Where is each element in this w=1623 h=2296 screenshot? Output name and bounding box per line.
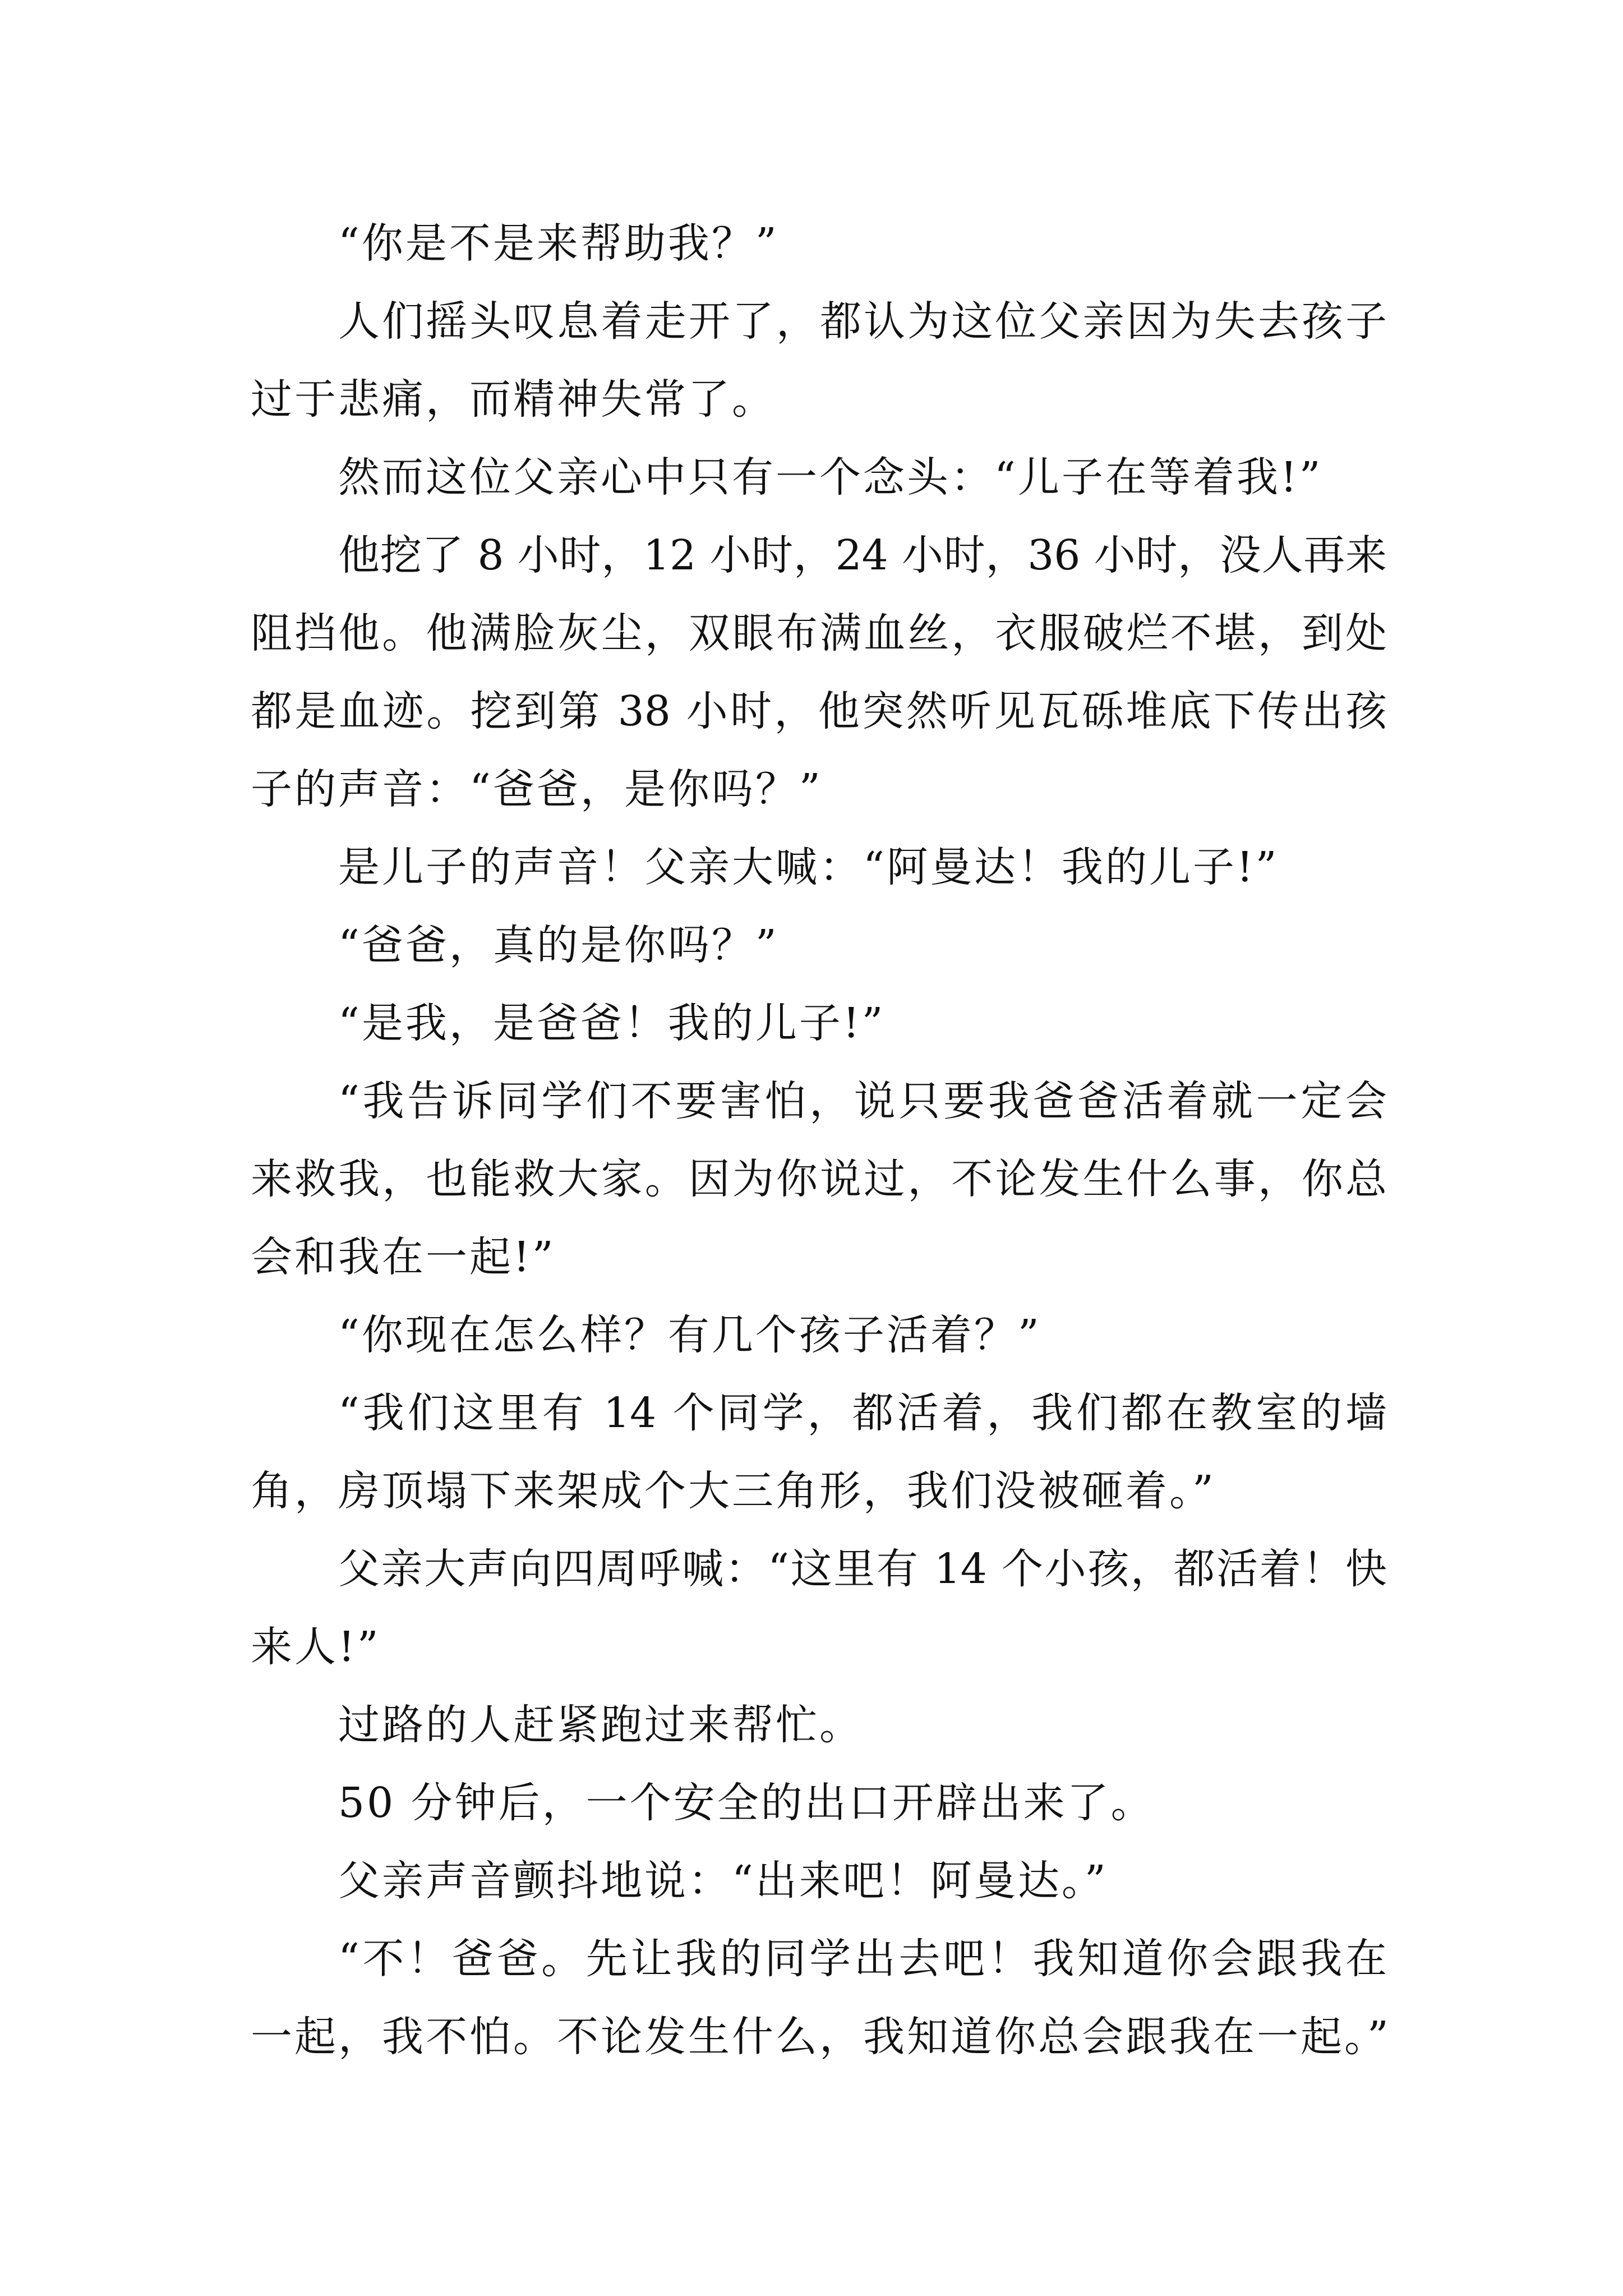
- text-line: 父亲大声向四周呼喊：“这里有 14 个小孩，都活着！快: [338, 1545, 1387, 1593]
- text-line: 过于悲痛，而精神失常了。: [251, 375, 776, 424]
- paragraph: [251, 1062, 1387, 1296]
- paragraph: [251, 1764, 1387, 1842]
- text-line: “爸爸，真的是你吗？”: [338, 921, 779, 969]
- text-line: 是儿子的声音！父亲大喊：“阿曼达！我的儿子!”: [338, 843, 1279, 891]
- text-line: 一起，我不怕。不论发生什么，我知道你总会跟我在一起。”: [251, 2013, 1391, 2061]
- paragraph: [251, 1530, 1387, 1686]
- paragraph: [251, 1842, 1387, 1920]
- paragraph: [251, 1374, 1387, 1530]
- text-line: “我告诉同学们不要害怕，说只要我爸爸活着就一定会: [338, 1077, 1387, 1125]
- paragraph: [251, 1686, 1387, 1764]
- text-line: 父亲声音颤抖地说：“出来吧！阿曼达。”: [338, 1857, 1108, 1905]
- paragraph: [251, 205, 1387, 283]
- paragraph: [251, 907, 1387, 984]
- text-line: 人们摇头叹息着走开了，都认为这位父亲因为失去孩子: [338, 297, 1387, 346]
- text-line: 会和我在一起!”: [251, 1233, 556, 1281]
- text-line: 子的声音：“爸爸，是你吗？”: [251, 765, 823, 813]
- text-line: 然而这位父亲心中只有一个念头：“儿子在等着我!”: [338, 453, 1323, 501]
- paragraph: [251, 439, 1387, 517]
- text-line: 角，房顶塌下来架成个大三角形，我们没被砸着。”: [251, 1467, 1216, 1515]
- text-line: 来人!”: [251, 1623, 381, 1671]
- paragraph: [251, 984, 1387, 1062]
- text-line: 来救我，也能救大家。因为你说过，不论发生什么事，你总: [251, 1155, 1387, 1203]
- text-line: “你是不是来帮助我？”: [338, 219, 779, 268]
- text-line: 他挖了 8 小时，12 小时，24 小时，36 小时，没人再来: [338, 531, 1387, 579]
- text-line: 50 分钟后，一个安全的出口开辟出来了。: [338, 1779, 1155, 1827]
- paragraph: [251, 829, 1387, 907]
- text-line: “不！爸爸。先让我的同学出去吧！我知道你会跟我在: [338, 1935, 1387, 1983]
- text-line: 过路的人赶紧跑过来帮忙。: [338, 1701, 863, 1749]
- paragraph: [251, 517, 1387, 829]
- paragraph: [251, 1920, 1391, 2076]
- text-line: “我们这里有 14 个同学，都活着，我们都在教室的墙: [338, 1389, 1387, 1437]
- body-text: [251, 205, 1391, 2076]
- text-line: “你现在怎么样？有几个孩子活着？”: [338, 1311, 1041, 1359]
- text-line: “是我，是爸爸！我的儿子!”: [338, 999, 886, 1047]
- text-line: 都是血迹。挖到第 38 小时，他突然听见瓦砾堆底下传出孩: [251, 687, 1387, 735]
- paragraph: [251, 283, 1387, 439]
- paragraph: [251, 1296, 1387, 1374]
- text-line: 阻挡他。他满脸灰尘，双眼布满血丝，衣服破烂不堪，到处: [251, 609, 1387, 657]
